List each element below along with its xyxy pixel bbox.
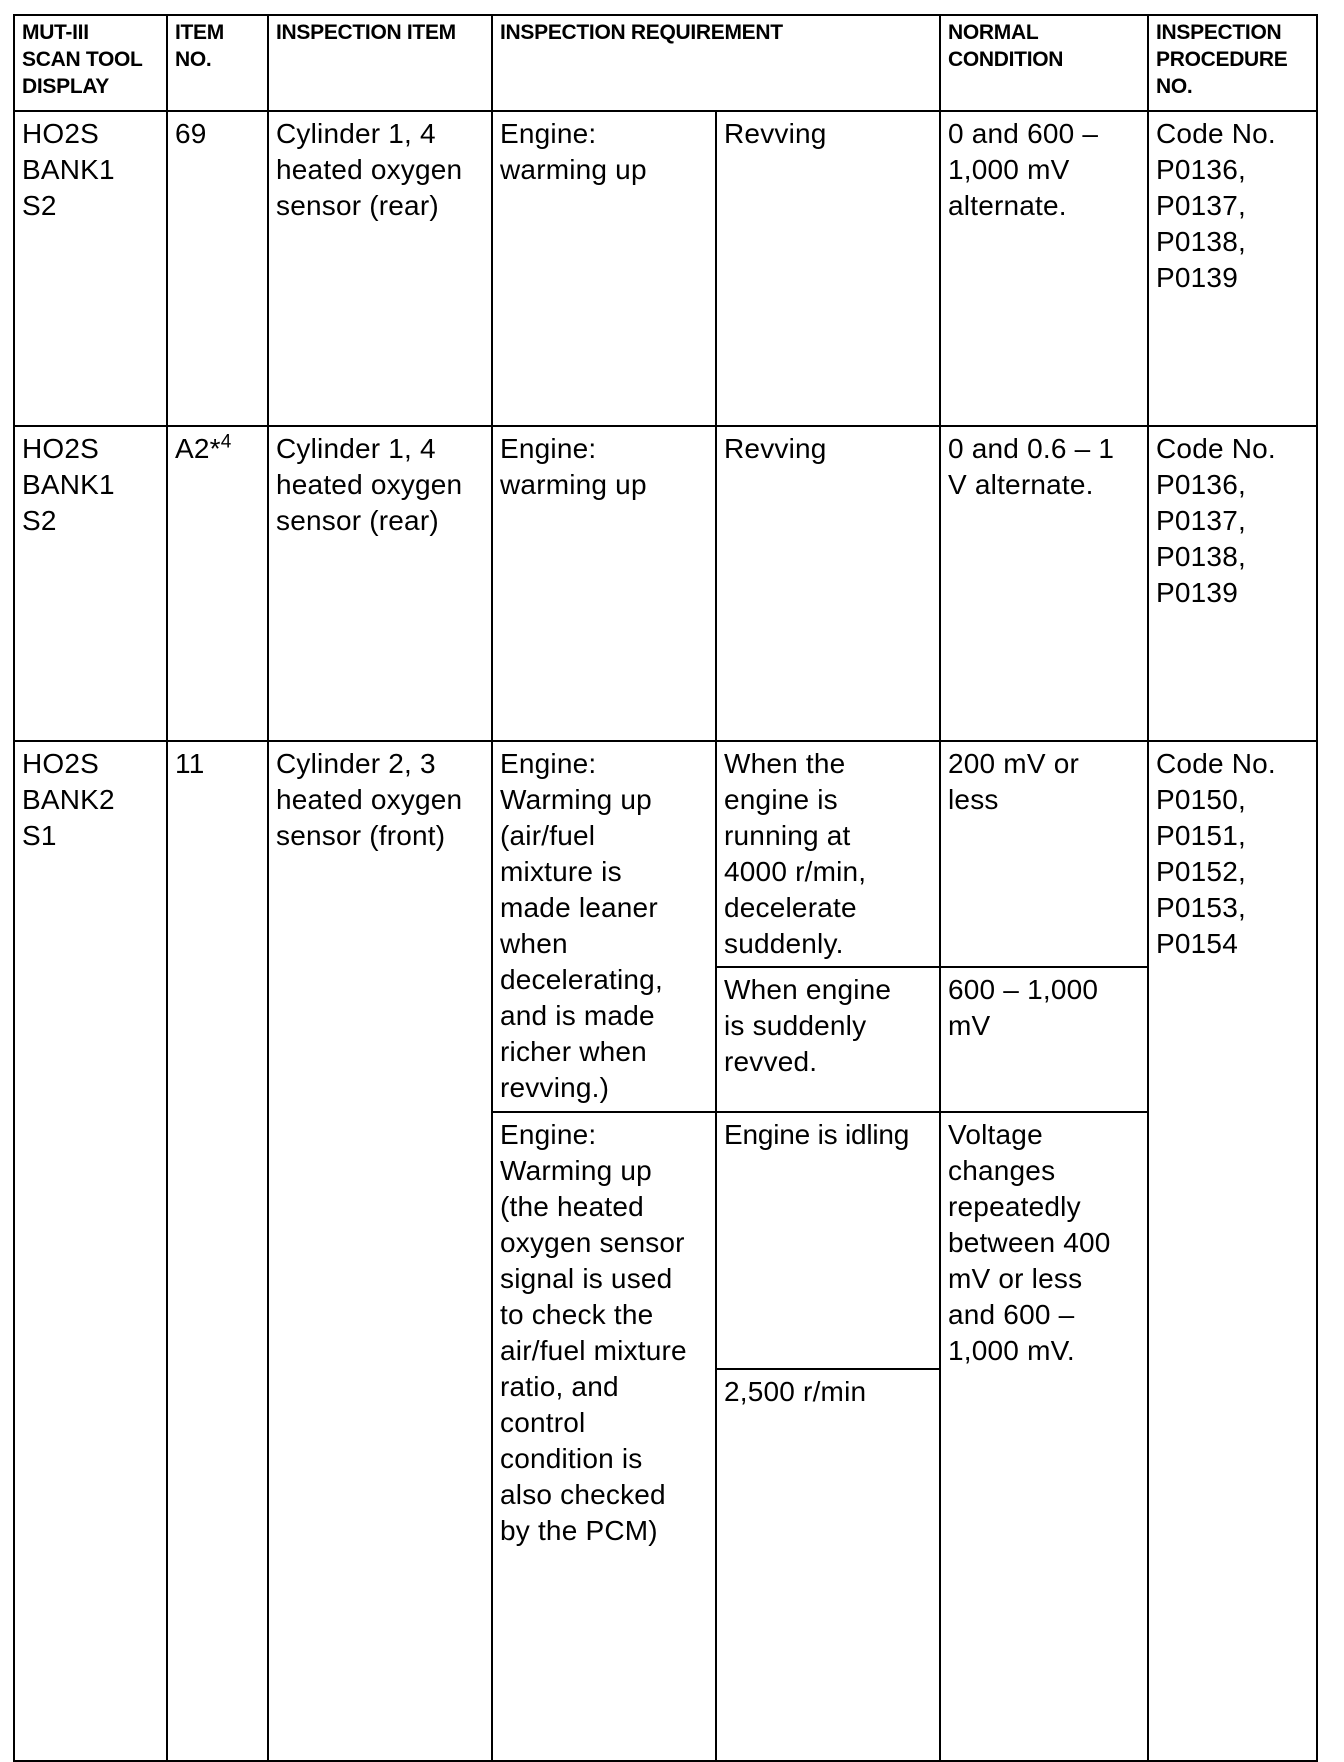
scan-tool-display-cell: HO2S BANK1 S2 xyxy=(14,111,167,426)
procedure-no-cell: Code No. P0150, P0151, P0152, P0153, P0154 xyxy=(1148,741,1317,1761)
scan-tool-display-cell: HO2S BANK1 S2 xyxy=(14,426,167,741)
normal-condition-cell: 200 mV or less xyxy=(940,741,1148,967)
inspection-condition-cell: Revving xyxy=(716,426,940,741)
normal-condition-cell: 0 and 600 – 1,000 mV alternate. xyxy=(940,111,1148,426)
inspection-item-cell: Cylinder 2, 3 heated oxygen sensor (front) xyxy=(268,741,492,1761)
header-inspection-item: INSPECTION ITEM xyxy=(268,15,492,111)
item-no-cell: 11 xyxy=(167,741,268,1761)
normal-condition-cell: 600 – 1,000 mV xyxy=(940,967,1148,1112)
procedure-no-cell: Code No. P0136, P0137, P0138, P0139 xyxy=(1148,426,1317,741)
header-row xyxy=(14,15,1317,111)
normal-condition-cell: Voltage changes repeatedly between 400 mV or less and 600 – 1,000 mV. xyxy=(940,1112,1148,1369)
header-inspection-requirement: INSPECTION REQUIREMENT xyxy=(492,15,940,111)
normal-condition-cell: 0 and 0.6 – 1 V alternate. xyxy=(940,426,1148,741)
normal-condition-cell-continued xyxy=(940,1549,1148,1761)
inspection-item-cell: Cylinder 1, 4 heated oxygen sensor (rear) xyxy=(268,111,492,426)
item-no-cell: 69 xyxy=(167,111,268,426)
inspection-requirement-cell: Engine: warming up xyxy=(492,426,716,741)
inspection-requirement-cell: Engine: Warming up (air/fuel mixture is made leaner when decelerating, and is made richer when revving.) xyxy=(492,741,716,1112)
inspection-requirement-cell: Engine: Warming up (the heated oxygen sensor signal is used to check the air/fuel mixture ratio, and control condition is also checked by the PCM) xyxy=(492,1112,716,1761)
inspection-requirement-cell: Engine: warming up xyxy=(492,111,716,426)
header-item-no: ITEM NO. xyxy=(167,15,268,111)
header-scan-tool-display: MUT-III SCAN TOOL DISPLAY xyxy=(14,15,167,111)
inspection-condition-cell: 2,500 r/min xyxy=(716,1369,940,1549)
normal-condition-cell-continued xyxy=(940,1369,1148,1549)
header-normal-condition: NORMAL CONDITION xyxy=(940,15,1148,111)
footnote-marker: 4 xyxy=(220,431,232,453)
item-no-cell xyxy=(167,426,268,741)
procedure-no-cell: Code No. P0136, P0137, P0138, P0139 xyxy=(1148,111,1317,426)
item-no-text: A2* xyxy=(175,433,221,464)
inspection-condition-cell: Engine is idling xyxy=(716,1112,940,1369)
inspection-condition-cell: When the engine is running at 4000 r/min, decelerate suddenly. xyxy=(716,741,940,967)
inspection-condition-cell-continued xyxy=(716,1549,940,1761)
scan-tool-display-cell: HO2S BANK2 S1 xyxy=(14,741,167,1761)
table-row xyxy=(14,741,1317,967)
table-row xyxy=(14,426,1317,741)
header-inspection-procedure-no: INSPECTION PROCEDURE NO. xyxy=(1148,15,1317,111)
inspection-condition-cell: Revving xyxy=(716,111,940,426)
table-row xyxy=(14,111,1317,426)
inspection-condition-cell: When engine is suddenly revved. xyxy=(716,967,940,1112)
inspection-table xyxy=(13,14,1318,1762)
inspection-item-cell: Cylinder 1, 4 heated oxygen sensor (rear) xyxy=(268,426,492,741)
